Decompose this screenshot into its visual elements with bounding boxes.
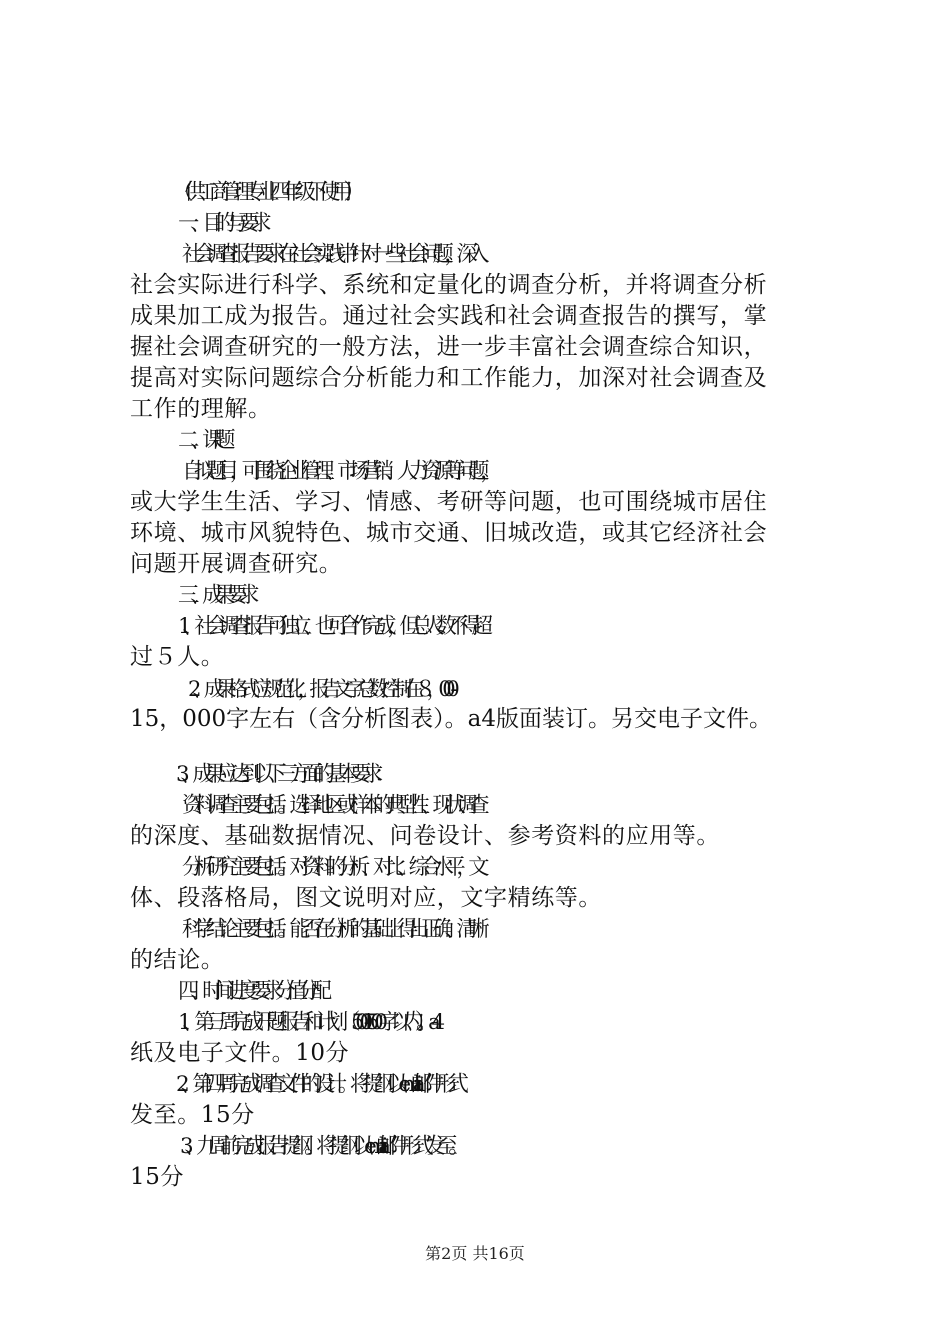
paragraph-line: 工作的理解。 xyxy=(130,396,272,422)
paragraph-line: 或大学生生活、学习、情感、考研等问题，也可围绕城市居住 xyxy=(130,489,768,515)
heading-topic: 二、课题 xyxy=(178,428,227,453)
paragraph-line: 资料调查主要包括。选择地区或样本的典型性、现状调查 xyxy=(182,793,481,818)
paragraph-line: 3、九周前完成报告提纲。将提纲以email邮件形式发至。 xyxy=(180,1134,461,1159)
paragraph-line: 15，000字左右（含分析图表）。a4版面装订。另交电子文件。 xyxy=(130,706,773,732)
paragraph-line: 过５人。 xyxy=(130,644,225,670)
paragraph-line: 环境、城市风貌特色、城市交通、旧城改造，或其它经济社会 xyxy=(130,520,768,546)
paragraph-line: 自拟题目，可围绕企业管理、市场营销、人力资源等问题， xyxy=(182,459,493,484)
paragraph-line: 体、段落格局，图文说明对应，文字精练等。 xyxy=(130,885,602,911)
subtitle-usage-note: （供工商管理专业四年级下使用） xyxy=(172,180,356,205)
heading-schedule: 四、时间进度要求分值分配 xyxy=(178,979,323,1004)
paragraph-line: 1、社会调查报告可独立、也可合作完成，但总人数不得超 xyxy=(178,614,484,639)
paragraph-line: 15分 xyxy=(130,1164,185,1190)
paragraph-line: 发至。15分 xyxy=(130,1102,255,1128)
paragraph-line: 握社会调查研究的一般方法，进一步丰富社会调查综合知识， xyxy=(130,334,768,360)
paragraph-line: 分析研究主要包括。对资料的分析、对比、综合水平，文 xyxy=(182,855,481,880)
paragraph-line: 3、成果应达到以下三方面的基本要求： xyxy=(176,762,387,787)
paragraph-line: 的深度、基础数据情况、问卷设计、参考资料的应用等。 xyxy=(130,823,720,849)
paragraph-line: 的结论。 xyxy=(130,947,225,973)
paragraph-line: 问题开展调查研究。 xyxy=(130,551,343,577)
paragraph-line: 社会调查报告要求在社会实践中针对一些社会问题，深入 xyxy=(182,242,481,267)
paragraph-line: 1、第三周完成开题报告和计划（500-1500字以内）。a4 xyxy=(178,1010,436,1035)
page-number-footer: 第2页 共16页 xyxy=(425,1244,525,1263)
paragraph-line: 科学结论主要包括。能否在分析的基础上得出正确、清晰 xyxy=(182,917,481,942)
heading-purpose: 一、目的与要求 xyxy=(178,211,263,236)
paragraph-line: 纸及电子文件。10分 xyxy=(130,1040,350,1066)
paragraph-line: 2、成果格式应规范化，报告文字总数控制在８，000- xyxy=(188,676,449,701)
paragraph-line: 社会实际进行科学、系统和定量化的调查分析，并将调查分析 xyxy=(130,272,768,298)
paragraph-line: 提高对实际问题综合分析能力和工作能力，加深对社会调查及 xyxy=(130,365,768,391)
paragraph-line: 2、第四周完成调查文件的设计。将提纲以email邮件形式 xyxy=(176,1072,460,1097)
paragraph-line: 成果加工成为报告。通过社会实践和社会调查报告的撰写，掌 xyxy=(130,303,768,329)
heading-results: 三、成果要求 xyxy=(178,583,251,608)
